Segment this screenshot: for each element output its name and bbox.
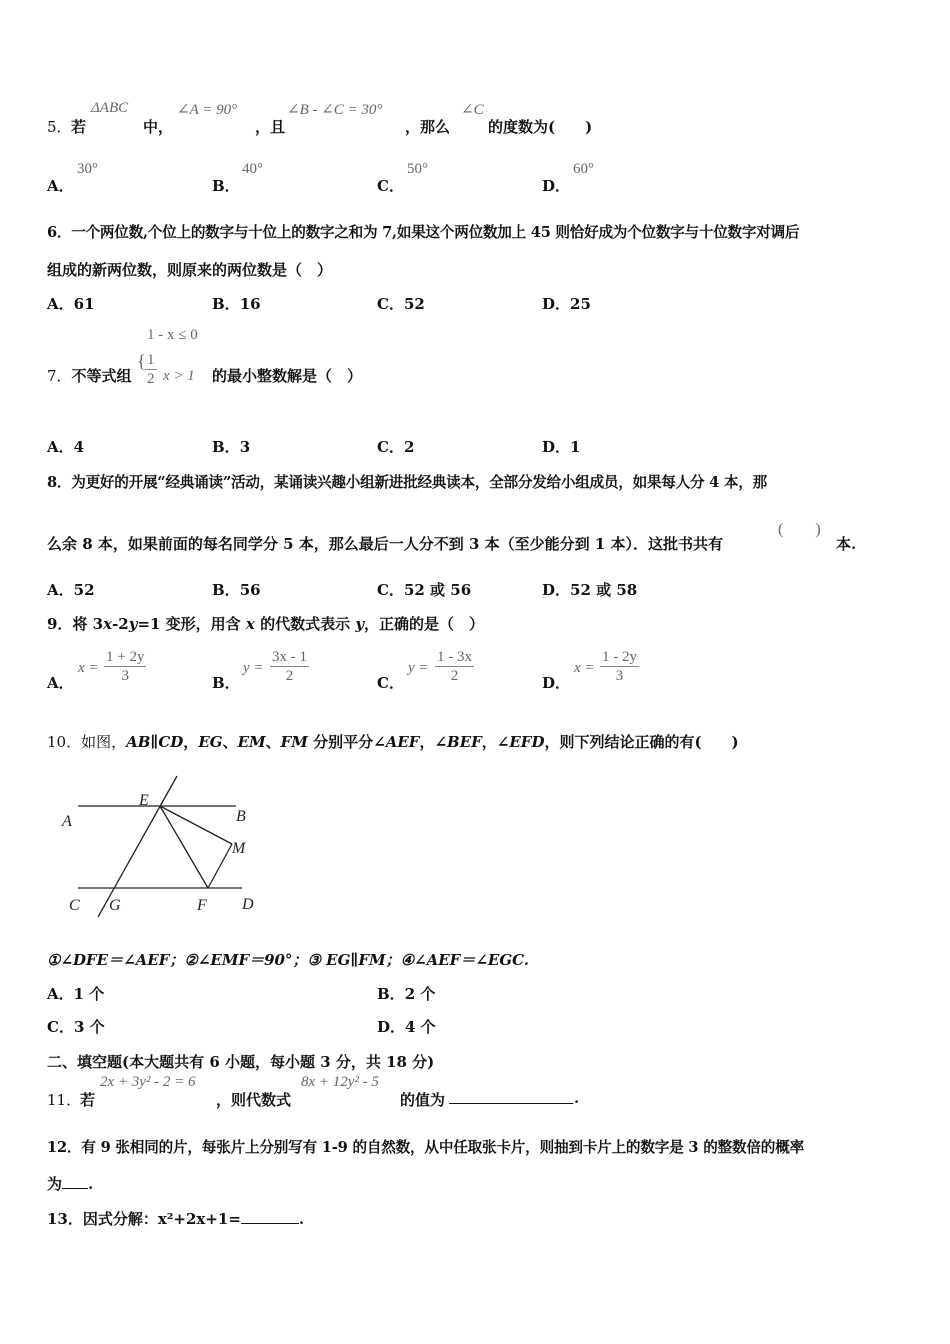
q5-math-angle-c: ∠C [461,102,484,118]
q12-answer-blank[interactable] [62,1174,88,1189]
q5-math-angle-diff: ∠B - ∠C = 30° [287,102,383,118]
q10-question [47,731,739,752]
q9-option-b-num: 3x - 1 [272,649,307,665]
q5-text-5: 的度数为( ) [488,118,593,136]
q10-text-7: ，∠ [481,733,510,751]
q8-option-d [542,579,637,600]
q9-option-a-num: 1 + 2y [106,649,145,665]
q7-option-d [542,436,580,457]
q6-option-d-label: D． [542,295,571,313]
q5-option-b-value: 40° [242,161,263,177]
label-g: G [109,897,121,914]
q5-number: 5． [47,118,72,136]
q8-option-a [47,579,95,600]
q12-line-2-text: 为 [47,1175,63,1193]
q9-var-x1: x [103,615,113,633]
q7-option-b-value: 3 [239,438,251,456]
q6-option-b [212,293,261,314]
q9-option-a-label: A． [47,674,74,692]
q10-em: EM [237,733,266,751]
q6-option-b-value: 16 [239,295,261,313]
q6-option-a-label: A． [47,295,74,313]
q7-text-1: 不等式组 [71,367,132,385]
q5-text-2: 中， [143,118,174,136]
q7-option-c [377,436,414,457]
q6-option-c-value: 52 [403,295,425,313]
q8-line-2b: 本. [836,535,857,553]
q8-option-d-value: 52 或 58 [570,581,638,599]
q7-option-a-label: A． [47,438,74,456]
q9-text-3: =1 变形，用含 [137,615,246,633]
q5-text-4: ，那么 [405,118,451,136]
line-fm [208,844,232,888]
q11-answer-blank[interactable] [449,1089,573,1104]
q8-option-a-label: A． [47,581,74,599]
q7-option-d-value: 1 [570,438,581,456]
q9-option-b-label: B． [212,674,240,692]
q10-efd: EFD [509,733,545,751]
q5-option-c-label: C． [377,177,404,195]
q9-text-4: 的代数式表示 [254,615,356,633]
q10-text-3: 、 [222,733,238,751]
q11-text-2: ，则代数式 [216,1091,292,1109]
q10-option-c-value: 3 个 [73,1018,105,1036]
label-c: C [69,897,80,914]
q9-option-a-fraction [104,648,146,685]
q12-line-1: 12．有 9 张相同的片，每张片上分别写有 1-9 的自然数，从中任取张卡片，则抽到卡片上的数字是 3 的整数倍的概率 [47,1139,804,1156]
line-eg [98,776,177,917]
q9-option-d-lhs: x = [574,660,595,676]
q9-option-c-label: C． [377,674,404,692]
q8-option-b-value: 56 [239,581,261,599]
q10-aef: AEF [385,733,420,751]
q9-text-5: ，正确的是（ ） [364,615,485,633]
q10-option-d-value: 4 个 [405,1018,436,1036]
q5-math-triangle: ΔABC [91,100,129,116]
q5-math-angle-a: ∠A = 90° [177,102,238,118]
q10-option-a-label: A． [47,985,74,1003]
q10-option-d-label: D． [377,1018,406,1036]
q11-text-1: 若 [80,1091,96,1109]
label-e: E [139,792,149,809]
q10-text-4: 、 [265,733,281,751]
q6-option-d-value: 25 [570,295,591,313]
label-d: D [242,896,254,913]
q13-answer-blank[interactable] [241,1209,299,1224]
q6-option-c-label: C． [377,295,404,313]
q7-text-2: 的最小整数解是（ ） [212,367,363,385]
q9-option-a-den: 3 [121,668,129,684]
q9-option-d-den: 3 [615,668,624,684]
q5-option-d-label: D． [542,177,571,195]
q9-option-c-lhs: y = [408,660,429,676]
q9-option-b-fraction [270,648,309,685]
q10-fm: FM [280,733,308,751]
q10-eg: EG [198,733,223,751]
q5-option-d-value: 60° [573,161,594,177]
q10-option-d [377,1016,436,1037]
q10-text-5: 分别平分∠ [307,733,386,751]
q9-option-c-fraction [435,648,474,685]
q13-line [47,1208,304,1229]
q6-line-2: 组成的新两位数，则原来的两位数是（ ） [47,261,333,279]
q8-option-a-value: 52 [73,581,95,599]
q9-option-b-lhs: y = [243,660,264,676]
q10-text-2: ， [183,733,199,751]
q13-text-1: 13．因式分解：x²+2x+1= [47,1210,241,1228]
q10-statements: ①∠DFE＝∠AEF；②∠EMF＝90°；③ EG∥FM；④∠AEF＝∠EGC. [47,951,530,969]
q9-option-d-num: 1 - 2y [602,649,637,665]
q8-option-b [212,579,261,600]
q12-line-2 [47,1173,93,1194]
q10-text-1: 10．如图， [47,733,127,751]
q8-option-c [377,579,471,600]
q10-ab-cd: AB∥CD [126,733,184,751]
q9-option-b-den: 2 [285,668,294,684]
q7-option-c-value: 2 [403,438,415,456]
q9-var-y1: y [128,615,138,633]
q7-option-a [47,436,84,457]
q7-option-b-label: B． [212,438,240,456]
q6-option-d [542,293,591,314]
q6-option-b-label: B． [212,295,240,313]
q10-option-a-value: 1 个 [73,985,105,1003]
q8-line-2 [47,533,723,554]
q11-equation: 2x + 3y² - 2 = 6 [100,1074,196,1090]
label-f: F [197,897,207,914]
q8-answer-paren: ( ) [778,521,821,538]
q7-brace: { [137,351,146,371]
q5-option-c-value: 50° [407,161,428,177]
q6-option-a-value: 61 [73,295,95,313]
q5-option-b-label: B． [212,177,240,195]
q7-option-a-value: 4 [73,438,85,456]
q5-option-a-label: A． [47,177,74,195]
q7-frac-den: 2 [147,371,155,387]
q11-number: 11． [47,1091,82,1109]
q7-option-d-label: D． [542,438,571,456]
q13-text-2: . [298,1210,305,1228]
q9-var-x2: x [245,615,255,633]
q12-line-2-end: . [88,1175,94,1193]
q9-text-1: 9．将 3 [47,615,104,633]
q10-bef: BEF [447,733,482,751]
section-2-title: 二、填空题(本大题共有 6 小题，每小题 3 分，共 18 分) [47,1053,435,1071]
q10-option-c [47,1016,105,1037]
q7-option-c-label: C． [377,438,404,456]
q9-var-y2: y [355,615,365,633]
q9-question [47,613,484,634]
q9-text-2: -2 [112,615,129,633]
q9-option-d-label: D． [542,674,571,692]
q7-option-b [212,436,250,457]
q7-num: 7． [47,367,72,385]
q6-option-c [377,293,425,314]
q10-text-6: ，∠ [419,733,448,751]
q11-expression: 8x + 12y² - 5 [301,1074,379,1090]
q10-text-8: ，则下列结论正确的有( ) [544,733,739,751]
q7-frac-num: 1 [147,352,155,368]
q8-option-c-value: 52 或 56 [403,581,472,599]
q8-line-2a: 么余 8 本，如果前面的每名同学分 5 本，那么最后一人分不到 3 本（至少能分到 1 本）．这批书共有 [47,535,724,553]
q10-option-b [377,983,435,1004]
q6-line-1: 6．一个两位数,个位上的数字与十位上的数字之和为 7,如果这个两位数加上 45 则恰好成为个位数字与十位数字对调后 [47,224,800,241]
q9-option-d-fraction [600,648,639,685]
label-b: B [236,808,246,825]
q7-inequality-2: x > 1 [163,368,195,384]
q8-option-d-label: D． [542,581,571,599]
q10-option-b-label: B． [377,985,405,1003]
q10-option-c-label: C． [47,1018,74,1036]
q7-inequality-1: 1 - x ≤ 0 [147,327,198,343]
q11-text-3: 的值为 [400,1091,446,1109]
q11-text-4: . [574,1089,580,1107]
q7-fraction-half [145,351,157,388]
q5-text-3: ，且 [255,118,286,136]
q8-line-1: 8．为更好的开展“经典诵读”活动，某诵读兴趣小组新进批经典读本，全部分发给小组成员，如果每人分 4 本，那 [47,474,767,491]
q7-number [47,365,132,386]
q5-option-a-value: 30° [77,161,98,177]
q9-option-c-num: 1 - 3x [437,649,472,665]
q10-option-b-value: 2 个 [404,985,436,1003]
q8-option-c-label: C． [377,581,404,599]
q8-option-b-label: B． [212,581,240,599]
q9-option-a-lhs: x = [78,660,99,676]
label-m: M [232,840,246,857]
q6-option-a [47,293,95,314]
q10-geometry-figure [50,770,280,920]
q5-text-1: 若 [71,118,87,136]
q9-option-c-den: 2 [450,668,459,684]
q10-option-a [47,983,104,1004]
label-a: A [62,813,72,830]
